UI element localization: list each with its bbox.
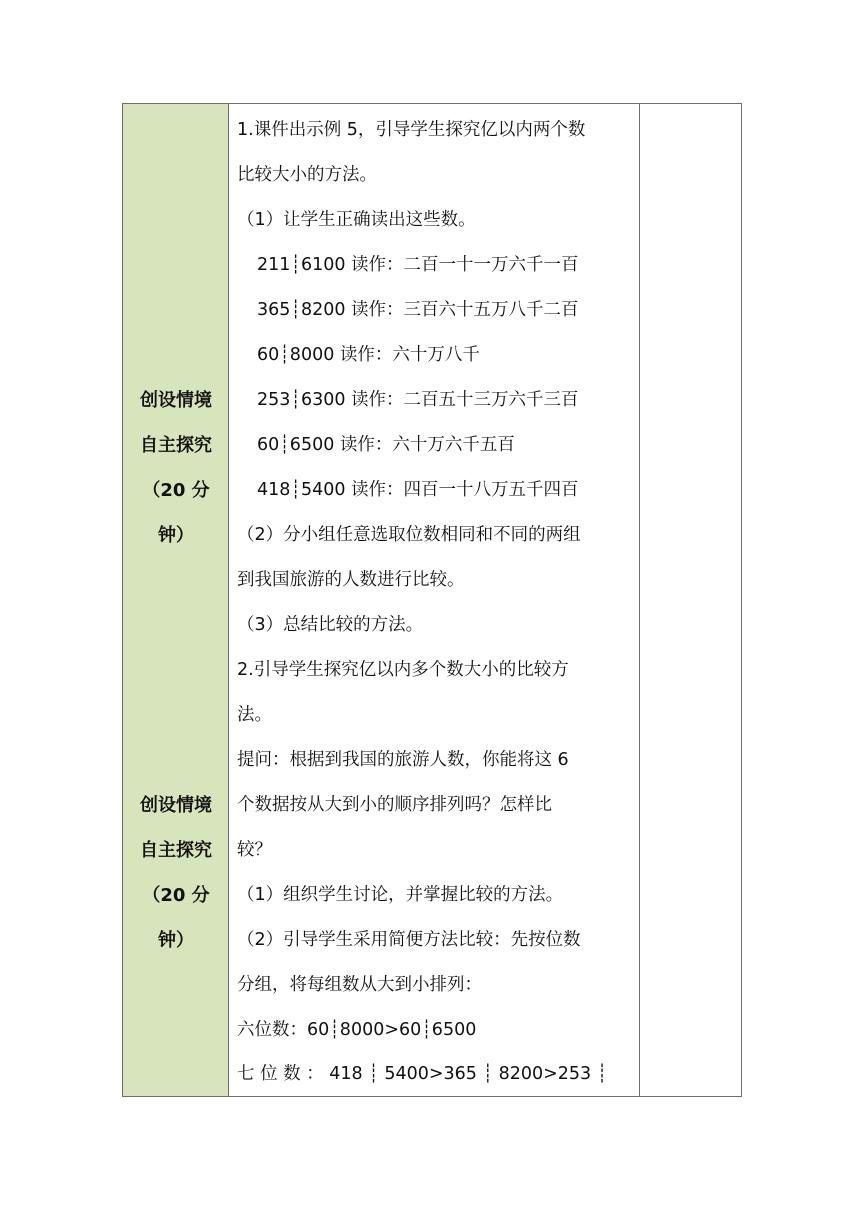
section-label-2 xyxy=(123,783,229,963)
section-label-1 xyxy=(123,378,229,558)
lesson-plan-table xyxy=(122,103,742,1097)
content-line: 418┊5400 读作：四百一十八万五千四百 xyxy=(257,480,579,500)
content-line: 2.引导学生探究亿以内多个数大小的比较方 xyxy=(237,660,569,680)
content-line: （2）分小组任意选取位数相同和不同的两组 xyxy=(237,525,581,545)
content-line: 七 位 数 ： 418 ┊ 5400>365 ┊ 8200>253 ┊ xyxy=(237,1064,608,1084)
content-line: 分组，将每组数从大到小排列： xyxy=(237,975,482,995)
content-line: （3）总结比较的方法。 xyxy=(237,615,424,635)
content-line: 到我国旅游的人数进行比较。 xyxy=(237,570,465,590)
content-line: 法。 xyxy=(237,705,272,725)
content-line: 个数据按从大到小的顺序排列吗？怎样比 xyxy=(237,795,552,815)
content-line: 较？ xyxy=(237,840,272,860)
content-line: 60┊6500 读作：六十万六千五百 xyxy=(257,435,515,455)
section-label-2-line-2: 自主探究 xyxy=(140,840,212,861)
section-label-1-line-3: （20 分 xyxy=(142,480,210,501)
section-label-1-line-4: 钟） xyxy=(158,525,194,546)
content-line: 253┊6300 读作：二百五十三万六千三百 xyxy=(257,390,579,410)
section-label-1-line-1: 创设情境 xyxy=(140,390,212,411)
section-label-column xyxy=(123,104,229,1096)
content-line: 六位数：60┊8000>60┊6500 xyxy=(237,1020,477,1040)
content-line: （2）引导学生采用简便方法比较：先按位数 xyxy=(237,930,581,950)
content-line: （1）组织学生讨论，并掌握比较的方法。 xyxy=(237,885,564,905)
content-line: 60┊8000 读作：六十万八千 xyxy=(257,345,480,365)
section-label-2-line-1: 创设情境 xyxy=(140,795,212,816)
content-line: 比较大小的方法。 xyxy=(237,165,377,185)
content-line: 365┊8200 读作：三百六十五万八千二百 xyxy=(257,300,579,320)
content-line: 1.课件出示例 5，引导学生探究亿以内两个数 xyxy=(237,120,586,140)
column-divider xyxy=(639,104,640,1096)
section-label-2-line-3: （20 分 xyxy=(142,885,210,906)
content-line: （1）让学生正确读出这些数。 xyxy=(237,210,476,230)
content-line: 211┊6100 读作：二百一十一万六千一百 xyxy=(257,255,579,275)
content-line: 提问：根据到我国的旅游人数，你能将这 6 xyxy=(237,750,569,770)
section-label-2-line-4: 钟） xyxy=(158,930,194,951)
section-label-1-line-2: 自主探究 xyxy=(140,435,212,456)
